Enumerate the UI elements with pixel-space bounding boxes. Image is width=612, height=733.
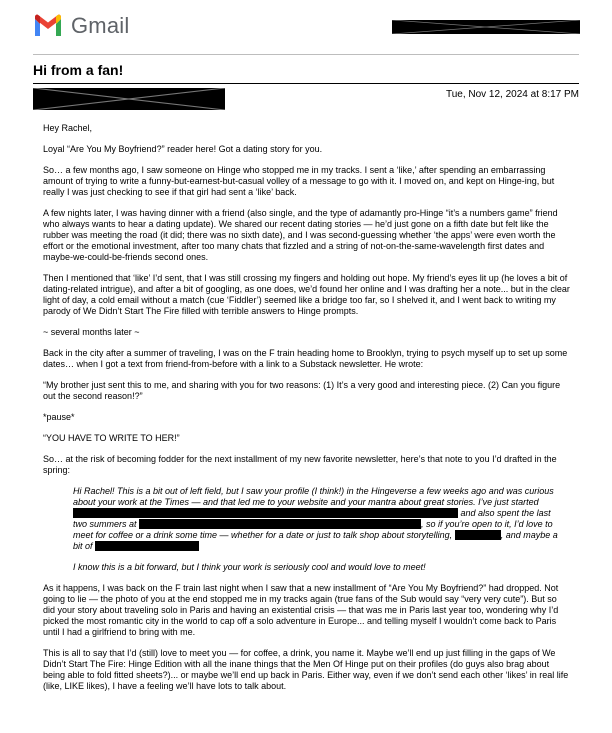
paragraph: So… a few months ago, I saw someone on Hinge who stopped me in my tracks. I sent a ‘like,’ after spending an embarrassing amount of trying to write a funny-but-earnest-but-casual volley of a message to go with it. I moved on, and kept on Hinge-ing, but really I was just checking to see if that girl had sent a ‘like’ back. [43, 165, 555, 197]
quoted-note [73, 486, 566, 573]
quoted-paragraph [73, 486, 566, 552]
email-subject: Hi from a fan! [33, 62, 124, 78]
quote-text: , and maybe a bit of [73, 530, 558, 551]
email-body [43, 123, 571, 702]
paragraph: “My brother just sent this to me, and sharing with you for two reasons: (1) It’s a very good and interesting piece. (2) Can you figure out the second reason!?” [43, 380, 561, 401]
redacted-text [139, 519, 421, 529]
paragraph: A few nights later, I was having dinner with a friend (also single, and the type of adamantly pro-Hinge “it’s a numbers game” friend who always wants to hear a dating update). We shared our recent dating stories — he’d just gone on a fifth date but felt like the rubber was meeting the road (it did; there was no sixth date), and I was second-guessing whether ‘the apps’ were even worth the effort or the emotional investment, after too many chats that fizzled and a string of not-on-the-same-wavelength first dates and maybe-we-could-be-friends second ones. [43, 208, 558, 262]
greeting: Hey Rachel, [43, 123, 93, 133]
paragraph: Loyal “Are You My Boyfriend?” reader here! Got a dating story for you. [43, 144, 323, 154]
paragraph: ~ several months later ~ [43, 327, 140, 337]
gmail-brand-text: Gmail [71, 13, 130, 38]
paragraph: As it happens, I was back on the F train last night when I saw that a new installment of “Are You My Boyfriend?” had dropped. Not going to lie — the photo of you at the end stopped me in my tracks again (true fans of the Sub would say “very very cute”). But so did your story about traveling solo in Paris and having an existential crisis — that was me in Paris last year too, wondering why I’d picked the most romantic city in the world to cap off a solo adventure in Europe... and telling myself I wouldn’t come back to Paris until I had a girlfriend to bring with me. [43, 583, 559, 637]
gmail-logo-icon[interactable] [33, 14, 63, 38]
paragraph: This is all to say that I’d (still) love to meet you — for coffee, a drink, you name it. Maybe we’ll end up just filling in the gaps of We Didn’t Start The Fire: Hinge Edition with all the inane things that the Men Of Hinge put on their profiles (do guys also brag about being able to fold fitted sheets?)... or maybe we’ll end up back in Paris. Either way, even if we don’t send each other ‘likes’ in real life (like, LIKE likes), I have a feeling we’ll have lots to talk about. [43, 648, 569, 691]
paragraph: So… at the risk of becoming fodder for the next installment of my new favorite newsletter, here’s that note to you I’d drafted in the spring: [43, 454, 557, 475]
quote-text: and also spent the last two summers at [73, 508, 551, 529]
redacted-text [95, 541, 199, 551]
redacted-sender [33, 88, 225, 110]
email-date: Tue, Nov 12, 2024 at 8:17 PM [445, 89, 579, 100]
quote-text: Hi Rachel! This is a bit out of left field, but I saw your profile (I think!) in the Hingeverse a few weeks ago and was curious about your work at the Times — and that led me to your website and your mantra about great stories. I’ve just started [73, 486, 554, 507]
paragraph: *pause* [43, 412, 75, 422]
subject-divider [33, 83, 579, 84]
paragraph: Back in the city after a summer of traveling, I was on the F train heading home to Brooklyn, trying to psych myself up to set up some dates… when I got a text from friend-from-before with a link to a Substack newsletter. He wrote: [43, 348, 568, 369]
paragraph: Then I mentioned that ‘like’ I’d sent, that I was still crossing my fingers and holding out hope. My friend’s eyes lit up (he loves a bit of dating-related intrigue), and after a bit of googling, as one does, we’d found her online and I was drafting her a note... but in the clear light of day, a cold email without a match (cue ‘Fiddler’) seemed like a bridge too far, so I shelved it, and I went back to writing my parody of We Didn’t Start The Fire filled with terrible answers to Hinge prompts. [43, 273, 570, 316]
header [0, 0, 612, 50]
paragraph: “YOU HAVE TO WRITE TO HER!” [43, 433, 180, 443]
quoted-paragraph: I know this is a bit forward, but I think your work is seriously cool and would love to meet! [73, 562, 426, 572]
redacted-text [455, 530, 501, 540]
header-divider [33, 54, 579, 55]
redacted-account-email [392, 20, 580, 34]
quote-text: , so if you’re open to it, I’d love to meet for coffee or a drink some time — whether for a date or just to talk shop about storytelling, [73, 519, 553, 540]
redacted-text [73, 508, 458, 518]
